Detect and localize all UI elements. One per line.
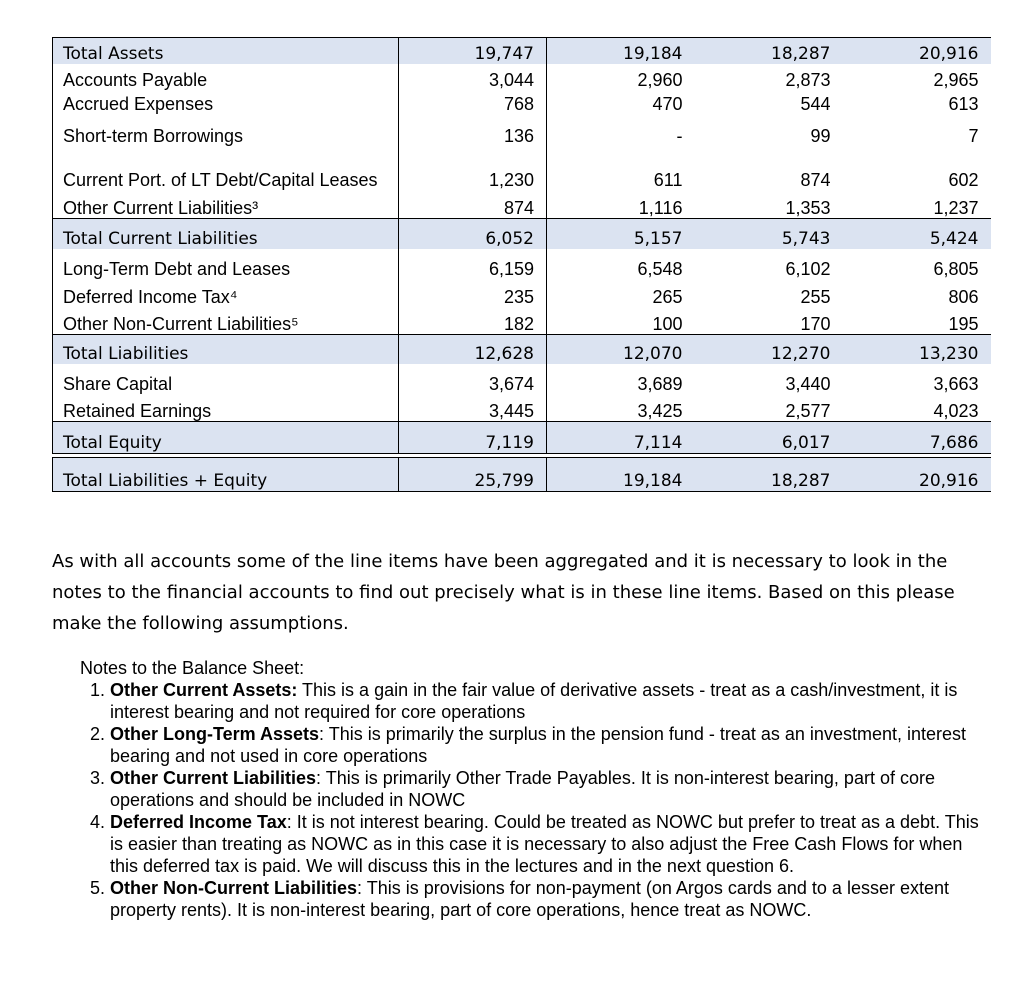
table-row <box>53 335 991 364</box>
row-value: 12,270 <box>695 335 843 364</box>
row-label: Total Assets <box>53 38 399 64</box>
row-value: 18,287 <box>695 458 843 492</box>
row-value: 2,873 <box>785 69 831 90</box>
row-value: 6,052 <box>399 219 547 249</box>
row-label: Total Equity <box>53 422 399 454</box>
row-value: 611 <box>653 169 683 190</box>
row-value: 613 <box>948 93 979 114</box>
table-row <box>53 249 991 279</box>
row-value: 19,747 <box>399 38 547 64</box>
row-value: 265 <box>652 286 683 307</box>
row-value: 3,425 <box>637 401 683 421</box>
row-value: 5,743 <box>695 219 843 249</box>
row-value: 255 <box>800 286 831 307</box>
note-item <box>110 877 990 921</box>
row-value: 3,663 <box>933 373 979 394</box>
row-value: 100 <box>652 314 683 334</box>
row-value: 6,102 <box>785 258 831 279</box>
note-text: : This is primarily the surplus in the pension fund - treat as an investment, interest bearing and not used in core operations <box>110 724 967 766</box>
table-row <box>53 114 991 146</box>
table-row <box>53 364 991 394</box>
row-value: 602 <box>948 169 979 190</box>
row-value: 6,017 <box>695 422 843 454</box>
table-row <box>53 146 991 190</box>
table-row <box>53 394 991 422</box>
table-row <box>53 190 991 219</box>
table-row <box>53 307 991 335</box>
row-value: 874 <box>800 169 831 190</box>
note-text: : This is provisions for non-payment (on Argos cards and to a lesser extent property rents). It is non-interest bearing, part of core operations, hence treat as NOWC. <box>110 878 949 920</box>
row-value: 7,119 <box>399 422 547 454</box>
row-value: 136 <box>399 114 547 146</box>
table-row <box>53 219 991 249</box>
table-row <box>53 90 991 114</box>
row-label: Current Port. of LT Debt/Capital Leases <box>53 146 399 190</box>
row-value: 12,628 <box>399 335 547 364</box>
row-label: Short-term Borrowings <box>53 114 399 146</box>
row-value: 6,805 <box>933 258 979 279</box>
row-label: Other Current Liabilities³ <box>53 190 399 219</box>
row-label: Deferred Income Tax⁴ <box>53 279 399 307</box>
row-value: 7,114 <box>547 422 695 454</box>
row-value: 1,230 <box>399 146 547 190</box>
row-value: 12,070 <box>547 335 695 364</box>
balance-sheet-table <box>52 37 990 492</box>
note-item <box>110 679 990 723</box>
note-term: Other Long-Term Assets <box>110 724 320 744</box>
row-value: 5,424 <box>843 219 991 249</box>
note-term: Other Non-Current Liabilities <box>110 878 358 898</box>
row-value: 544 <box>800 93 831 114</box>
table-row <box>53 279 991 307</box>
row-value: 6,159 <box>399 249 547 279</box>
row-value: 6,548 <box>637 258 683 279</box>
row-value: 2,577 <box>785 401 831 421</box>
table-row <box>53 458 991 492</box>
row-value: 470 <box>652 93 683 114</box>
row-value: 3,674 <box>399 364 547 394</box>
row-value: 3,044 <box>399 64 547 90</box>
row-value: 1,237 <box>933 198 979 218</box>
balance-sheet-notes <box>80 657 990 921</box>
note-text: : This is primarily Other Trade Payables. It is non-interest bearing, part of core operations and should be included in NOWC <box>110 768 935 810</box>
row-value: 19,184 <box>547 458 695 492</box>
row-label: Accounts Payable <box>53 64 399 90</box>
row-value: 20,916 <box>843 458 991 492</box>
notes-title: Notes to the Balance Sheet: <box>80 658 305 678</box>
row-value: 7,686 <box>843 422 991 454</box>
row-value: 170 <box>800 314 831 334</box>
note-item <box>110 767 990 811</box>
note-term: Deferred Income Tax <box>110 812 287 832</box>
row-label: Total Liabilities <box>53 335 399 364</box>
table-row <box>53 64 991 90</box>
row-value: 874 <box>399 190 547 219</box>
row-value: 13,230 <box>843 335 991 364</box>
note-text: : It is not interest bearing. Could be treated as NOWC but prefer to treat as a debt. This is easier than treating as NOWC as in this case it is necessary to also adjust the Free Cash Flows for when this deferred tax is paid. We will discuss this in the lectures and in the next question 6. <box>110 812 979 876</box>
row-label: Accrued Expenses <box>53 90 399 114</box>
row-value: 3,445 <box>399 394 547 422</box>
row-value: 25,799 <box>399 458 547 492</box>
note-term: Other Current Assets: <box>110 680 298 700</box>
notes-list <box>80 679 990 921</box>
row-value: 1,353 <box>785 198 831 218</box>
table-row <box>53 422 991 454</box>
row-value: 1,116 <box>638 198 683 218</box>
row-value: 2,965 <box>933 69 979 90</box>
row-value: 19,184 <box>547 38 695 64</box>
note-item <box>110 811 990 877</box>
row-value: 18,287 <box>695 38 843 64</box>
row-value: 2,960 <box>637 69 683 90</box>
row-label: Total Current Liabilities <box>53 219 399 249</box>
row-value: 806 <box>948 286 979 307</box>
note-text: This is a gain in the fair value of derivative assets - treat as a cash/investment, it is interest bearing and not required for core operations <box>110 680 958 722</box>
note-term: Other Current Liabilities <box>110 768 317 788</box>
row-value: 3,689 <box>637 373 683 394</box>
row-value: 4,023 <box>933 401 979 421</box>
intro-paragraph: As with all accounts some of the line items have been aggregated and it is necessary to look in the notes to the financial accounts to find out precisely what is in these line items. Based on this please make the following assumptions. <box>52 551 955 634</box>
row-value: 20,916 <box>843 38 991 64</box>
row-label: Retained Earnings <box>53 394 399 422</box>
row-value: 5,157 <box>547 219 695 249</box>
row-value: 768 <box>399 90 547 114</box>
row-label: Long-Term Debt and Leases <box>53 249 399 279</box>
row-value: 3,440 <box>785 373 831 394</box>
row-value: - <box>676 125 683 146</box>
row-value: 182 <box>399 307 547 335</box>
row-value: 195 <box>948 314 979 334</box>
table-row <box>53 38 991 64</box>
row-value: 99 <box>810 125 831 146</box>
row-value: 235 <box>399 279 547 307</box>
balance-sheet-body <box>53 38 991 492</box>
row-value: 7 <box>968 125 979 146</box>
note-item <box>110 723 990 767</box>
row-label: Total Liabilities + Equity <box>53 458 399 492</box>
row-label: Share Capital <box>53 364 399 394</box>
row-label: Other Non-Current Liabilities⁵ <box>53 307 399 335</box>
